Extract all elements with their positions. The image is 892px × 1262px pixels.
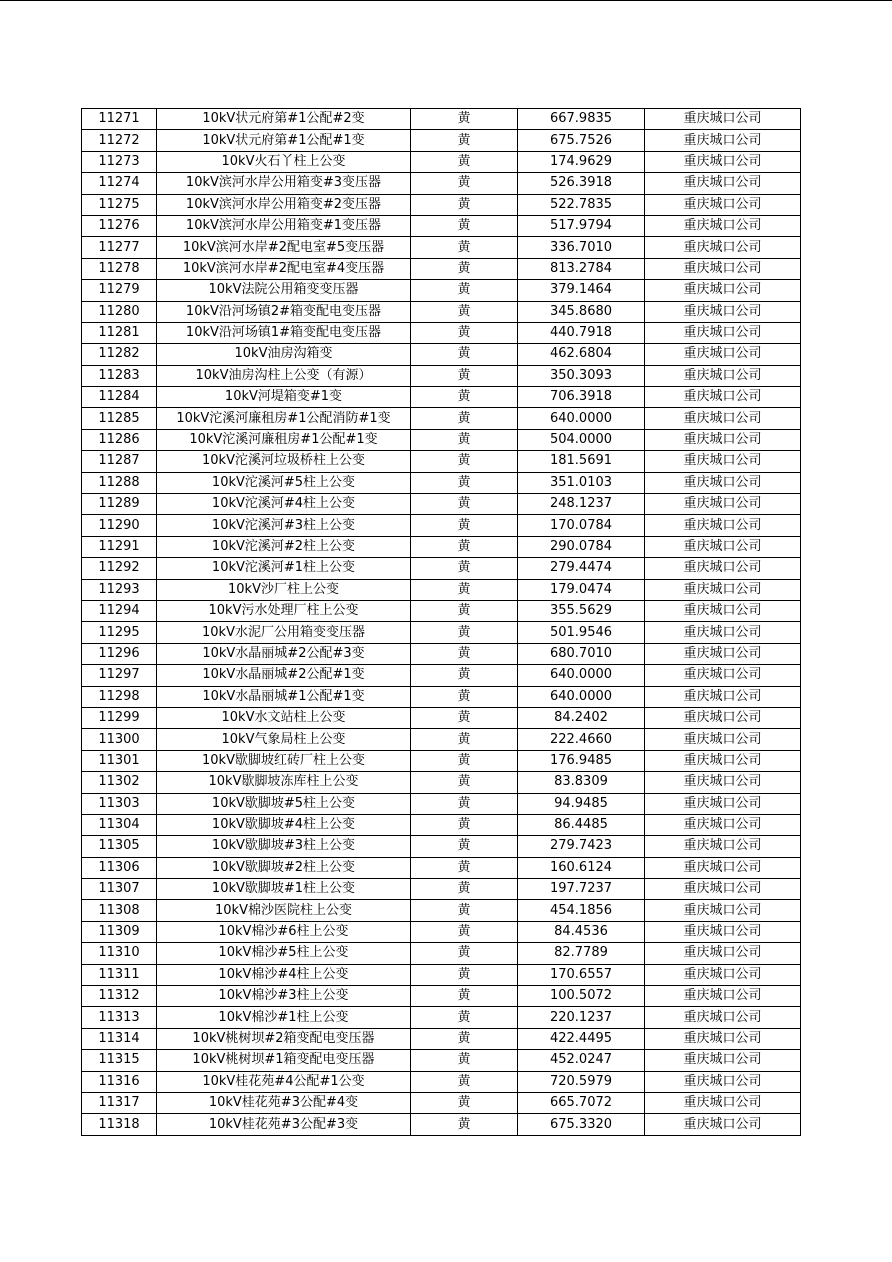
company-cell: 重庆城口公司 (645, 579, 801, 600)
device-name-cell: 10kV沱溪河#2柱上公变 (157, 536, 411, 557)
company-cell: 重庆城口公司 (645, 408, 801, 429)
value-cell: 680.7010 (518, 643, 645, 664)
company-cell: 重庆城口公司 (645, 536, 801, 557)
device-name-cell: 10kV水晶丽城#1公配#1变 (157, 686, 411, 707)
table-row (82, 558, 801, 579)
company-cell: 重庆城口公司 (645, 472, 801, 493)
value-cell: 452.0247 (518, 1050, 645, 1071)
table-row (82, 258, 801, 279)
device-name-cell: 10kV沿河场镇2#箱变配电变压器 (157, 301, 411, 322)
row-id-cell: 11288 (82, 472, 157, 493)
status-level-cell: 黄 (411, 622, 518, 643)
row-id-cell: 11297 (82, 665, 157, 686)
status-level-cell: 黄 (411, 365, 518, 386)
company-cell: 重庆城口公司 (645, 857, 801, 878)
status-level-cell: 黄 (411, 750, 518, 771)
company-cell: 重庆城口公司 (645, 686, 801, 707)
status-level-cell: 黄 (411, 280, 518, 301)
company-cell: 重庆城口公司 (645, 280, 801, 301)
device-name-cell: 10kV歇脚坡#2柱上公变 (157, 857, 411, 878)
table-row (82, 986, 801, 1007)
status-level-cell: 黄 (411, 258, 518, 279)
company-cell: 重庆城口公司 (645, 1071, 801, 1092)
status-level-cell: 黄 (411, 665, 518, 686)
device-name-cell: 10kV棉沙#4柱上公变 (157, 964, 411, 985)
row-id-cell: 11303 (82, 793, 157, 814)
status-level-cell: 黄 (411, 194, 518, 215)
company-cell: 重庆城口公司 (645, 665, 801, 686)
company-cell: 重庆城口公司 (645, 921, 801, 942)
table-row (82, 729, 801, 750)
company-cell: 重庆城口公司 (645, 387, 801, 408)
status-level-cell: 黄 (411, 1071, 518, 1092)
company-cell: 重庆城口公司 (645, 451, 801, 472)
value-cell: 84.4536 (518, 921, 645, 942)
status-level-cell: 黄 (411, 836, 518, 857)
device-name-cell: 10kV歇脚坡冻库柱上公变 (157, 772, 411, 793)
table-row (82, 943, 801, 964)
device-name-cell: 10kV状元府第#1公配#1变 (157, 130, 411, 151)
table-row (82, 344, 801, 365)
status-level-cell: 黄 (411, 707, 518, 728)
table-row (82, 408, 801, 429)
row-id-cell: 11296 (82, 643, 157, 664)
row-id-cell: 11292 (82, 558, 157, 579)
value-cell: 351.0103 (518, 472, 645, 493)
value-cell: 813.2784 (518, 258, 645, 279)
row-id-cell: 11311 (82, 964, 157, 985)
device-name-cell: 10kV沙厂柱上公变 (157, 579, 411, 600)
device-name-cell: 10kV沿河场镇1#箱变配电变压器 (157, 322, 411, 343)
value-cell: 675.7526 (518, 130, 645, 151)
status-level-cell: 黄 (411, 344, 518, 365)
value-cell: 720.5979 (518, 1071, 645, 1092)
device-name-cell: 10kV桂花苑#3公配#3变 (157, 1114, 411, 1135)
device-name-cell: 10kV河堤箱变#1变 (157, 387, 411, 408)
row-id-cell: 11274 (82, 173, 157, 194)
status-level-cell: 黄 (411, 600, 518, 621)
row-id-cell: 11318 (82, 1114, 157, 1135)
table-row (82, 579, 801, 600)
device-name-cell: 10kV滨河水岸公用箱变#2变压器 (157, 194, 411, 215)
status-level-cell: 黄 (411, 387, 518, 408)
value-cell: 355.5629 (518, 600, 645, 621)
value-cell: 517.9794 (518, 215, 645, 236)
company-cell: 重庆城口公司 (645, 814, 801, 835)
device-name-cell: 10kV滨河水岸#2配电室#4变压器 (157, 258, 411, 279)
status-level-cell: 黄 (411, 964, 518, 985)
status-level-cell: 黄 (411, 494, 518, 515)
status-level-cell: 黄 (411, 1114, 518, 1135)
row-id-cell: 11312 (82, 986, 157, 1007)
row-id-cell: 11304 (82, 814, 157, 835)
status-level-cell: 黄 (411, 472, 518, 493)
company-cell: 重庆城口公司 (645, 194, 801, 215)
value-cell: 501.9546 (518, 622, 645, 643)
value-cell: 170.0784 (518, 515, 645, 536)
row-id-cell: 11308 (82, 900, 157, 921)
status-level-cell: 黄 (411, 237, 518, 258)
table-row (82, 1028, 801, 1049)
device-name-cell: 10kV棉沙#5柱上公变 (157, 943, 411, 964)
company-cell: 重庆城口公司 (645, 793, 801, 814)
status-level-cell: 黄 (411, 986, 518, 1007)
status-level-cell: 黄 (411, 130, 518, 151)
company-cell: 重庆城口公司 (645, 130, 801, 151)
company-cell: 重庆城口公司 (645, 707, 801, 728)
table-row (82, 215, 801, 236)
device-name-cell: 10kV沱溪河#3柱上公变 (157, 515, 411, 536)
device-name-cell: 10kV沱溪河#5柱上公变 (157, 472, 411, 493)
status-level-cell: 黄 (411, 1007, 518, 1028)
value-cell: 222.4660 (518, 729, 645, 750)
table-row (82, 151, 801, 172)
table-row (82, 879, 801, 900)
table-row (82, 515, 801, 536)
status-level-cell: 黄 (411, 579, 518, 600)
status-level-cell: 黄 (411, 686, 518, 707)
company-cell: 重庆城口公司 (645, 1028, 801, 1049)
status-level-cell: 黄 (411, 429, 518, 450)
value-cell: 197.7237 (518, 879, 645, 900)
row-id-cell: 11299 (82, 707, 157, 728)
status-level-cell: 黄 (411, 1050, 518, 1071)
company-cell: 重庆城口公司 (645, 900, 801, 921)
row-id-cell: 11283 (82, 365, 157, 386)
status-level-cell: 黄 (411, 301, 518, 322)
status-level-cell: 黄 (411, 943, 518, 964)
table-row (82, 301, 801, 322)
row-id-cell: 11291 (82, 536, 157, 557)
row-id-cell: 11290 (82, 515, 157, 536)
row-id-cell: 11317 (82, 1092, 157, 1113)
table-row (82, 194, 801, 215)
row-id-cell: 11314 (82, 1028, 157, 1049)
device-name-cell: 10kV歇脚坡#5柱上公变 (157, 793, 411, 814)
device-name-cell: 10kV滨河水岸公用箱变#3变压器 (157, 173, 411, 194)
row-id-cell: 11300 (82, 729, 157, 750)
row-id-cell: 11272 (82, 130, 157, 151)
value-cell: 100.5072 (518, 986, 645, 1007)
company-cell: 重庆城口公司 (645, 494, 801, 515)
row-id-cell: 11281 (82, 322, 157, 343)
value-cell: 176.9485 (518, 750, 645, 771)
value-cell: 454.1856 (518, 900, 645, 921)
row-id-cell: 11287 (82, 451, 157, 472)
device-name-cell: 10kV沱溪河#1柱上公变 (157, 558, 411, 579)
row-id-cell: 11298 (82, 686, 157, 707)
row-id-cell: 11307 (82, 879, 157, 900)
device-name-cell: 10kV桂花苑#3公配#4变 (157, 1092, 411, 1113)
company-cell: 重庆城口公司 (645, 750, 801, 771)
value-cell: 522.7835 (518, 194, 645, 215)
row-id-cell: 11289 (82, 494, 157, 515)
device-name-cell: 10kV桃树坝#2箱变配电变压器 (157, 1028, 411, 1049)
value-cell: 179.0474 (518, 579, 645, 600)
company-cell: 重庆城口公司 (645, 429, 801, 450)
row-id-cell: 11271 (82, 109, 157, 130)
table-body (82, 109, 801, 1136)
device-name-cell: 10kV沱溪河廉租房#1公配消防#1变 (157, 408, 411, 429)
value-cell: 248.1237 (518, 494, 645, 515)
row-id-cell: 11276 (82, 215, 157, 236)
company-cell: 重庆城口公司 (645, 237, 801, 258)
row-id-cell: 11310 (82, 943, 157, 964)
row-id-cell: 11286 (82, 429, 157, 450)
row-id-cell: 11309 (82, 921, 157, 942)
table-row (82, 1050, 801, 1071)
company-cell: 重庆城口公司 (645, 643, 801, 664)
value-cell: 160.6124 (518, 857, 645, 878)
company-cell: 重庆城口公司 (645, 836, 801, 857)
device-name-cell: 10kV污水处理厂柱上公变 (157, 600, 411, 621)
device-name-cell: 10kV棉沙#3柱上公变 (157, 986, 411, 1007)
table-row (82, 387, 801, 408)
row-id-cell: 11306 (82, 857, 157, 878)
row-id-cell: 11278 (82, 258, 157, 279)
table-row (82, 921, 801, 942)
value-cell: 220.1237 (518, 1007, 645, 1028)
status-level-cell: 黄 (411, 173, 518, 194)
company-cell: 重庆城口公司 (645, 879, 801, 900)
value-cell: 290.0784 (518, 536, 645, 557)
transformer-table (81, 108, 801, 1136)
value-cell: 665.7072 (518, 1092, 645, 1113)
table-row (82, 173, 801, 194)
company-cell: 重庆城口公司 (645, 729, 801, 750)
device-name-cell: 10kV歇脚坡#4柱上公变 (157, 814, 411, 835)
status-level-cell: 黄 (411, 772, 518, 793)
status-level-cell: 黄 (411, 536, 518, 557)
company-cell: 重庆城口公司 (645, 258, 801, 279)
status-level-cell: 黄 (411, 151, 518, 172)
status-level-cell: 黄 (411, 451, 518, 472)
table-row (82, 451, 801, 472)
device-name-cell: 10kV滨河水岸公用箱变#1变压器 (157, 215, 411, 236)
device-name-cell: 10kV水晶丽城#2公配#1变 (157, 665, 411, 686)
company-cell: 重庆城口公司 (645, 109, 801, 130)
company-cell: 重庆城口公司 (645, 622, 801, 643)
device-name-cell: 10kV歇脚坡#3柱上公变 (157, 836, 411, 857)
device-name-cell: 10kV沱溪河垃圾桥柱上公变 (157, 451, 411, 472)
device-name-cell: 10kV水晶丽城#2公配#3变 (157, 643, 411, 664)
table-row (82, 836, 801, 857)
company-cell: 重庆城口公司 (645, 173, 801, 194)
value-cell: 462.6804 (518, 344, 645, 365)
company-cell: 重庆城口公司 (645, 215, 801, 236)
device-name-cell: 10kV歇脚坡红砖厂柱上公变 (157, 750, 411, 771)
device-name-cell: 10kV沱溪河#4柱上公变 (157, 494, 411, 515)
status-level-cell: 黄 (411, 879, 518, 900)
value-cell: 440.7918 (518, 322, 645, 343)
status-level-cell: 黄 (411, 729, 518, 750)
device-name-cell: 10kV火石丫柱上公变 (157, 151, 411, 172)
value-cell: 84.2402 (518, 707, 645, 728)
status-level-cell: 黄 (411, 1028, 518, 1049)
value-cell: 667.9835 (518, 109, 645, 130)
row-id-cell: 11313 (82, 1007, 157, 1028)
status-level-cell: 黄 (411, 109, 518, 130)
table-row (82, 130, 801, 151)
company-cell: 重庆城口公司 (645, 964, 801, 985)
device-name-cell: 10kV棉沙#1柱上公变 (157, 1007, 411, 1028)
row-id-cell: 11302 (82, 772, 157, 793)
row-id-cell: 11301 (82, 750, 157, 771)
value-cell: 336.7010 (518, 237, 645, 258)
value-cell: 86.4485 (518, 814, 645, 835)
company-cell: 重庆城口公司 (645, 986, 801, 1007)
value-cell: 279.7423 (518, 836, 645, 857)
table-row (82, 750, 801, 771)
table-row (82, 1071, 801, 1092)
value-cell: 379.1464 (518, 280, 645, 301)
table-row (82, 622, 801, 643)
table-row (82, 536, 801, 557)
table-row (82, 365, 801, 386)
table-row (82, 322, 801, 343)
device-name-cell: 10kV油房沟柱上公变（有源） (157, 365, 411, 386)
value-cell: 526.3918 (518, 173, 645, 194)
company-cell: 重庆城口公司 (645, 1092, 801, 1113)
row-id-cell: 11294 (82, 600, 157, 621)
company-cell: 重庆城口公司 (645, 301, 801, 322)
table-row (82, 109, 801, 130)
company-cell: 重庆城口公司 (645, 322, 801, 343)
table-row (82, 472, 801, 493)
table-row (82, 280, 801, 301)
row-id-cell: 11295 (82, 622, 157, 643)
table-row (82, 900, 801, 921)
value-cell: 640.0000 (518, 686, 645, 707)
device-name-cell: 10kV桃树坝#1箱变配电变压器 (157, 1050, 411, 1071)
row-id-cell: 11277 (82, 237, 157, 258)
company-cell: 重庆城口公司 (645, 365, 801, 386)
device-name-cell: 10kV桂花苑#4公配#1公变 (157, 1071, 411, 1092)
row-id-cell: 11273 (82, 151, 157, 172)
row-id-cell: 11275 (82, 194, 157, 215)
status-level-cell: 黄 (411, 408, 518, 429)
table-row (82, 707, 801, 728)
table-row (82, 643, 801, 664)
table-row (82, 964, 801, 985)
row-id-cell: 11315 (82, 1050, 157, 1071)
value-cell: 350.3093 (518, 365, 645, 386)
row-id-cell: 11305 (82, 836, 157, 857)
table-row (82, 1114, 801, 1135)
status-level-cell: 黄 (411, 857, 518, 878)
row-id-cell: 11293 (82, 579, 157, 600)
table-row (82, 665, 801, 686)
device-name-cell: 10kV沱溪河廉租房#1公配#1变 (157, 429, 411, 450)
table-row (82, 429, 801, 450)
company-cell: 重庆城口公司 (645, 772, 801, 793)
device-name-cell: 10kV水泥厂公用箱变变压器 (157, 622, 411, 643)
value-cell: 675.3320 (518, 1114, 645, 1135)
table-row (82, 772, 801, 793)
value-cell: 345.8680 (518, 301, 645, 322)
device-name-cell: 10kV法院公用箱变变压器 (157, 280, 411, 301)
value-cell: 94.9485 (518, 793, 645, 814)
device-name-cell: 10kV棉沙医院柱上公变 (157, 900, 411, 921)
table-row (82, 600, 801, 621)
value-cell: 279.4474 (518, 558, 645, 579)
value-cell: 83.8309 (518, 772, 645, 793)
company-cell: 重庆城口公司 (645, 558, 801, 579)
table-row (82, 1092, 801, 1113)
row-id-cell: 11279 (82, 280, 157, 301)
table-row (82, 1007, 801, 1028)
status-level-cell: 黄 (411, 900, 518, 921)
table-row (82, 237, 801, 258)
table-row (82, 793, 801, 814)
status-level-cell: 黄 (411, 1092, 518, 1113)
value-cell: 706.3918 (518, 387, 645, 408)
device-name-cell: 10kV水文站柱上公变 (157, 707, 411, 728)
company-cell: 重庆城口公司 (645, 344, 801, 365)
device-name-cell: 10kV棉沙#6柱上公变 (157, 921, 411, 942)
value-cell: 640.0000 (518, 408, 645, 429)
row-id-cell: 11282 (82, 344, 157, 365)
table-row (82, 857, 801, 878)
device-name-cell: 10kV状元府第#1公配#2变 (157, 109, 411, 130)
row-id-cell: 11316 (82, 1071, 157, 1092)
status-level-cell: 黄 (411, 215, 518, 236)
value-cell: 174.9629 (518, 151, 645, 172)
company-cell: 重庆城口公司 (645, 515, 801, 536)
device-name-cell: 10kV歇脚坡#1柱上公变 (157, 879, 411, 900)
company-cell: 重庆城口公司 (645, 151, 801, 172)
value-cell: 170.6557 (518, 964, 645, 985)
device-name-cell: 10kV滨河水岸#2配电室#5变压器 (157, 237, 411, 258)
value-cell: 504.0000 (518, 429, 645, 450)
status-level-cell: 黄 (411, 643, 518, 664)
table-row (82, 686, 801, 707)
row-id-cell: 11280 (82, 301, 157, 322)
value-cell: 640.0000 (518, 665, 645, 686)
value-cell: 181.5691 (518, 451, 645, 472)
device-name-cell: 10kV油房沟箱变 (157, 344, 411, 365)
value-cell: 82.7789 (518, 943, 645, 964)
device-name-cell: 10kV气象局柱上公变 (157, 729, 411, 750)
table-row (82, 494, 801, 515)
row-id-cell: 11284 (82, 387, 157, 408)
company-cell: 重庆城口公司 (645, 943, 801, 964)
status-level-cell: 黄 (411, 558, 518, 579)
status-level-cell: 黄 (411, 515, 518, 536)
row-id-cell: 11285 (82, 408, 157, 429)
status-level-cell: 黄 (411, 793, 518, 814)
company-cell: 重庆城口公司 (645, 1007, 801, 1028)
status-level-cell: 黄 (411, 921, 518, 942)
value-cell: 422.4495 (518, 1028, 645, 1049)
company-cell: 重庆城口公司 (645, 1050, 801, 1071)
table-row (82, 814, 801, 835)
company-cell: 重庆城口公司 (645, 1114, 801, 1135)
status-level-cell: 黄 (411, 814, 518, 835)
page-top-rule (0, 0, 892, 1)
company-cell: 重庆城口公司 (645, 600, 801, 621)
status-level-cell: 黄 (411, 322, 518, 343)
